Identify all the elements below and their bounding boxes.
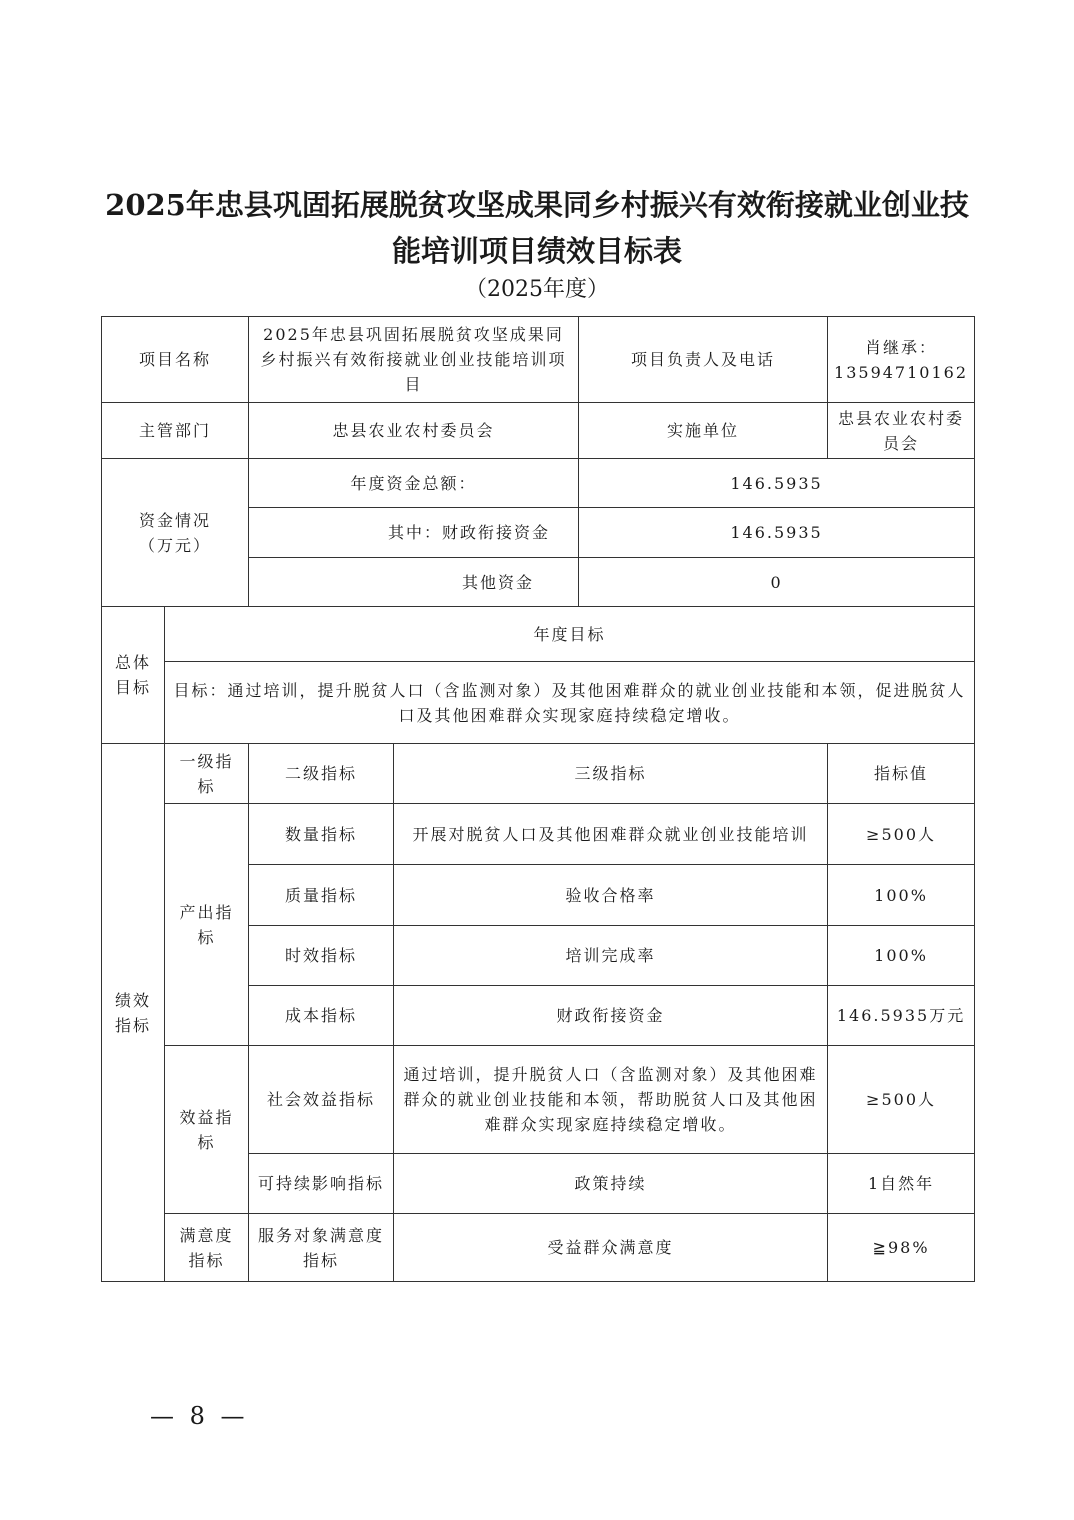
project-name-value: 2025年忠县巩固拓展脱贫攻坚成果同乡村振兴有效衔接就业创业技能培训项目 xyxy=(249,317,579,403)
indicator-value-cell: ≧98% xyxy=(828,1214,975,1282)
impl-value: 忠县农业农村委员会 xyxy=(828,403,975,459)
second-level-cell: 社会效益指标 xyxy=(249,1046,394,1154)
annual-goal-header: 年度目标 xyxy=(165,607,975,662)
third-level-cell: 政策持续 xyxy=(394,1154,828,1214)
second-level-cell: 服务对象满意度指标 xyxy=(249,1214,394,1282)
annual-goal-text: 目标：通过培训，提升脱贫人口（含监测对象）及其他困难群众的就业创业技能和本领，促进脱贫人口及其他困难群众实现家庭持续稳定增收。 xyxy=(165,662,975,744)
funds-label-line1: 资金情况 xyxy=(139,510,212,530)
performance-table xyxy=(101,316,975,1282)
funds-label xyxy=(102,459,249,607)
header-value: 指标值 xyxy=(828,744,975,804)
third-level-cell: 受益群众满意度 xyxy=(394,1214,828,1282)
impl-label: 实施单位 xyxy=(579,403,828,459)
indicator-value-cell: ≥500人 xyxy=(828,804,975,865)
overall-goal-label: 总体目标 xyxy=(102,607,165,744)
header-third-level: 三级指标 xyxy=(394,744,828,804)
third-level-cell: 验收合格率 xyxy=(394,865,828,926)
indicator-value-cell: 100% xyxy=(828,926,975,986)
page-number: — 8 — xyxy=(150,1402,249,1430)
second-level-cell: 数量指标 xyxy=(249,804,394,865)
header-first-level: 一级指标 xyxy=(165,744,249,804)
funds-other-value: 0 xyxy=(579,558,975,607)
second-level-cell: 时效指标 xyxy=(249,926,394,986)
dept-value: 忠县农业农村委员会 xyxy=(249,403,579,459)
project-name-label: 项目名称 xyxy=(102,317,249,403)
third-level-cell: 通过培训，提升脱贫人口（含监测对象）及其他困难群众的就业创业技能和本领，帮助脱贫人口及其他困难群众实现家庭持续稳定增收。 xyxy=(394,1046,828,1154)
funds-total-label: 年度资金总额： xyxy=(249,459,579,508)
indicator-value-cell: 146.5935万元 xyxy=(828,986,975,1046)
funds-label-line2: （万元） xyxy=(139,535,212,555)
second-level-cell: 可持续影响指标 xyxy=(249,1154,394,1214)
output-indicator-label: 产出指标 xyxy=(165,804,249,1046)
third-level-cell: 财政衔接资金 xyxy=(394,986,828,1046)
indicator-value-cell: ≥500人 xyxy=(828,1046,975,1154)
third-level-cell: 开展对脱贫人口及其他困难群众就业创业技能培训 xyxy=(394,804,828,865)
funds-fiscal-value: 146.5935 xyxy=(579,508,975,558)
dept-label: 主管部门 xyxy=(102,403,249,459)
title-line-2: 能培训项目绩效目标表 xyxy=(391,234,682,268)
funds-total-value: 146.5935 xyxy=(579,459,975,508)
funds-other-label: 其他资金 xyxy=(249,558,579,607)
third-level-cell: 培训完成率 xyxy=(394,926,828,986)
contact-value: 肖继承：13594710162 xyxy=(828,317,975,403)
benefit-indicator-label: 效益指标 xyxy=(165,1046,249,1214)
funds-fiscal-label: 其中：财政衔接资金 xyxy=(249,508,579,558)
performance-label: 绩效指标 xyxy=(102,744,165,1282)
second-level-cell: 成本指标 xyxy=(249,986,394,1046)
indicator-value-cell: 100% xyxy=(828,865,975,926)
title-line-1: 2025年忠县巩固拓展脱贫攻坚成果同乡村振兴有效衔接就业创业技 xyxy=(105,188,969,222)
second-level-cell: 质量指标 xyxy=(249,865,394,926)
satisfaction-indicator-label: 满意度指标 xyxy=(165,1214,249,1282)
year-subtitle: （2025年度） xyxy=(465,277,609,302)
header-second-level: 二级指标 xyxy=(249,744,394,804)
indicator-value-cell: 1自然年 xyxy=(828,1154,975,1214)
contact-label: 项目负责人及电话 xyxy=(579,317,828,403)
